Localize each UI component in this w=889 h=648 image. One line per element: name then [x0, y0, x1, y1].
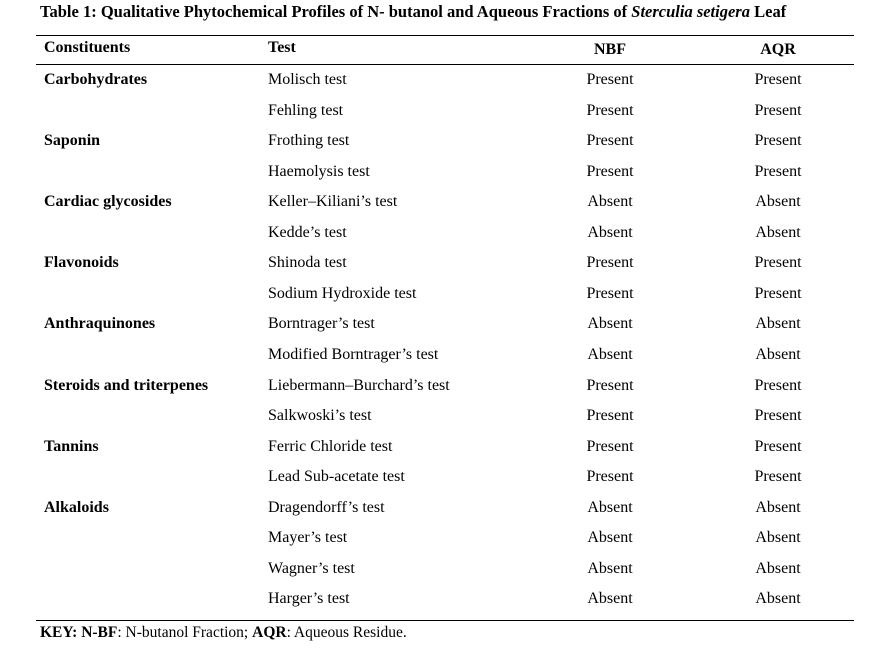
cell-test: Shinoda test: [268, 254, 347, 272]
cell-nbf-value: Present: [586, 284, 634, 302]
table-row: [36, 280, 854, 311]
key-def-aqr: : Aqueous Residue.: [286, 624, 407, 641]
cell-nbf-value: Absent: [587, 590, 633, 608]
cell-constituent: Flavonoids: [44, 254, 119, 272]
table-row: [36, 249, 854, 280]
cell-aqr-value: Absent: [755, 345, 801, 363]
table-row: [36, 341, 854, 372]
key-abbr-aqr: AQR: [252, 624, 287, 641]
header-nbf-label: NBF: [594, 41, 626, 58]
cell-nbf-value: Absent: [587, 345, 633, 363]
table-row: [36, 494, 854, 525]
cell-aqr-value: Present: [754, 71, 802, 88]
cell-nbf-value: Absent: [587, 315, 633, 333]
cell-constituent: Carbohydrates: [44, 71, 148, 88]
cell-aqr-value: Present: [754, 376, 802, 394]
cell-aqr-value: Absent: [755, 529, 801, 547]
cell-nbf-value: Present: [586, 437, 634, 455]
cell-nbf-value: Present: [586, 376, 634, 394]
table-key: [40, 624, 407, 642]
caption-text: Table 1: Qualitative Phytochemical Profiles of N- butanol and Aqueous Fractions of: [40, 2, 632, 21]
cell-test: Haemolysis test: [268, 162, 370, 180]
cell-nbf-value: Absent: [587, 498, 633, 516]
cell-nbf-value: Absent: [587, 559, 633, 577]
table-row: [36, 463, 854, 494]
table-row: [36, 372, 854, 403]
cell-aqr-value: Absent: [755, 315, 801, 333]
top-rule: [36, 35, 854, 36]
cell-test: Keller–Kiliani’s test: [268, 193, 398, 211]
cell-test: Lead Sub-acetate test: [268, 468, 405, 486]
cell-aqr-value: Present: [754, 254, 802, 272]
cell-test: Fehling test: [268, 101, 344, 119]
key-abbr-nbf: N-BF: [81, 624, 118, 641]
cell-test: Kedde’s test: [268, 223, 347, 241]
table-row: [36, 555, 854, 586]
cell-test: Borntrager’s test: [268, 315, 375, 333]
cell-aqr-value: Absent: [755, 498, 801, 516]
cell-test: Liebermann–Burchard’s test: [268, 376, 450, 394]
cell-constituent: Saponin: [44, 132, 101, 150]
cell-nbf-value: Absent: [587, 193, 633, 211]
cell-constituent: Alkaloids: [44, 498, 109, 516]
header-rule: [36, 64, 854, 65]
table-row: [36, 158, 854, 189]
header-test: Test: [268, 39, 296, 56]
cell-nbf-value: Present: [586, 162, 634, 180]
cell-aqr-value: Absent: [755, 559, 801, 577]
cell-test: Harger’s test: [268, 590, 350, 608]
table-row: [36, 310, 854, 341]
table-row: [36, 188, 854, 219]
table-row: [36, 433, 854, 464]
cell-nbf-value: Present: [586, 132, 634, 150]
cell-aqr-value: Present: [754, 437, 802, 455]
cell-test: Modified Borntrager’s test: [268, 345, 439, 363]
table-row: [36, 97, 854, 128]
cell-aqr-value: Present: [754, 407, 802, 425]
table-row: [36, 219, 854, 250]
key-def-nbf: : N-butanol Fraction;: [117, 624, 253, 641]
cell-nbf-value: Present: [586, 71, 634, 88]
cell-test: Frothing test: [268, 132, 350, 150]
caption-suffix: Leaf: [749, 2, 787, 21]
cell-aqr-value: Absent: [755, 223, 801, 241]
cell-constituent: Tannins: [44, 437, 99, 455]
header-constituents: Constituents: [44, 39, 131, 56]
cell-test: Wagner’s test: [268, 559, 355, 577]
header-aqr-label: AQR: [760, 41, 796, 58]
cell-test: Sodium Hydroxide test: [268, 284, 417, 302]
cell-constituent: Steroids and triterpenes: [44, 376, 209, 394]
cell-test: Dragendorff’s test: [268, 498, 385, 516]
caption-species: Sterculia setigera: [631, 2, 750, 21]
cell-nbf-value: Present: [586, 101, 634, 119]
table-row: [36, 66, 854, 97]
table-row: [36, 524, 854, 555]
cell-nbf-value: Present: [586, 254, 634, 272]
cell-aqr-value: Present: [754, 468, 802, 486]
cell-test: Ferric Chloride test: [268, 437, 393, 455]
cell-nbf-value: Present: [586, 468, 634, 486]
table-header: [36, 37, 854, 63]
table-row: [36, 585, 854, 616]
key-label: KEY:: [40, 624, 78, 641]
cell-aqr-value: Absent: [755, 193, 801, 211]
cell-constituent: Cardiac glycosides: [44, 193, 172, 211]
cell-test: Mayer’s test: [268, 529, 348, 547]
cell-nbf-value: Absent: [587, 529, 633, 547]
table-caption: [40, 2, 786, 22]
cell-nbf-value: Present: [586, 407, 634, 425]
cell-aqr-value: Absent: [755, 590, 801, 608]
cell-nbf-value: Absent: [587, 223, 633, 241]
bottom-rule: [36, 620, 854, 621]
cell-test: Molisch test: [268, 71, 347, 88]
table-row: [36, 402, 854, 433]
cell-aqr-value: Present: [754, 284, 802, 302]
cell-aqr-value: Present: [754, 132, 802, 150]
cell-test: Salkwoski’s test: [268, 407, 372, 425]
cell-aqr-value: Present: [754, 101, 802, 119]
cell-aqr-value: Present: [754, 162, 802, 180]
table-row: [36, 127, 854, 158]
cell-constituent: Anthraquinones: [44, 315, 156, 333]
